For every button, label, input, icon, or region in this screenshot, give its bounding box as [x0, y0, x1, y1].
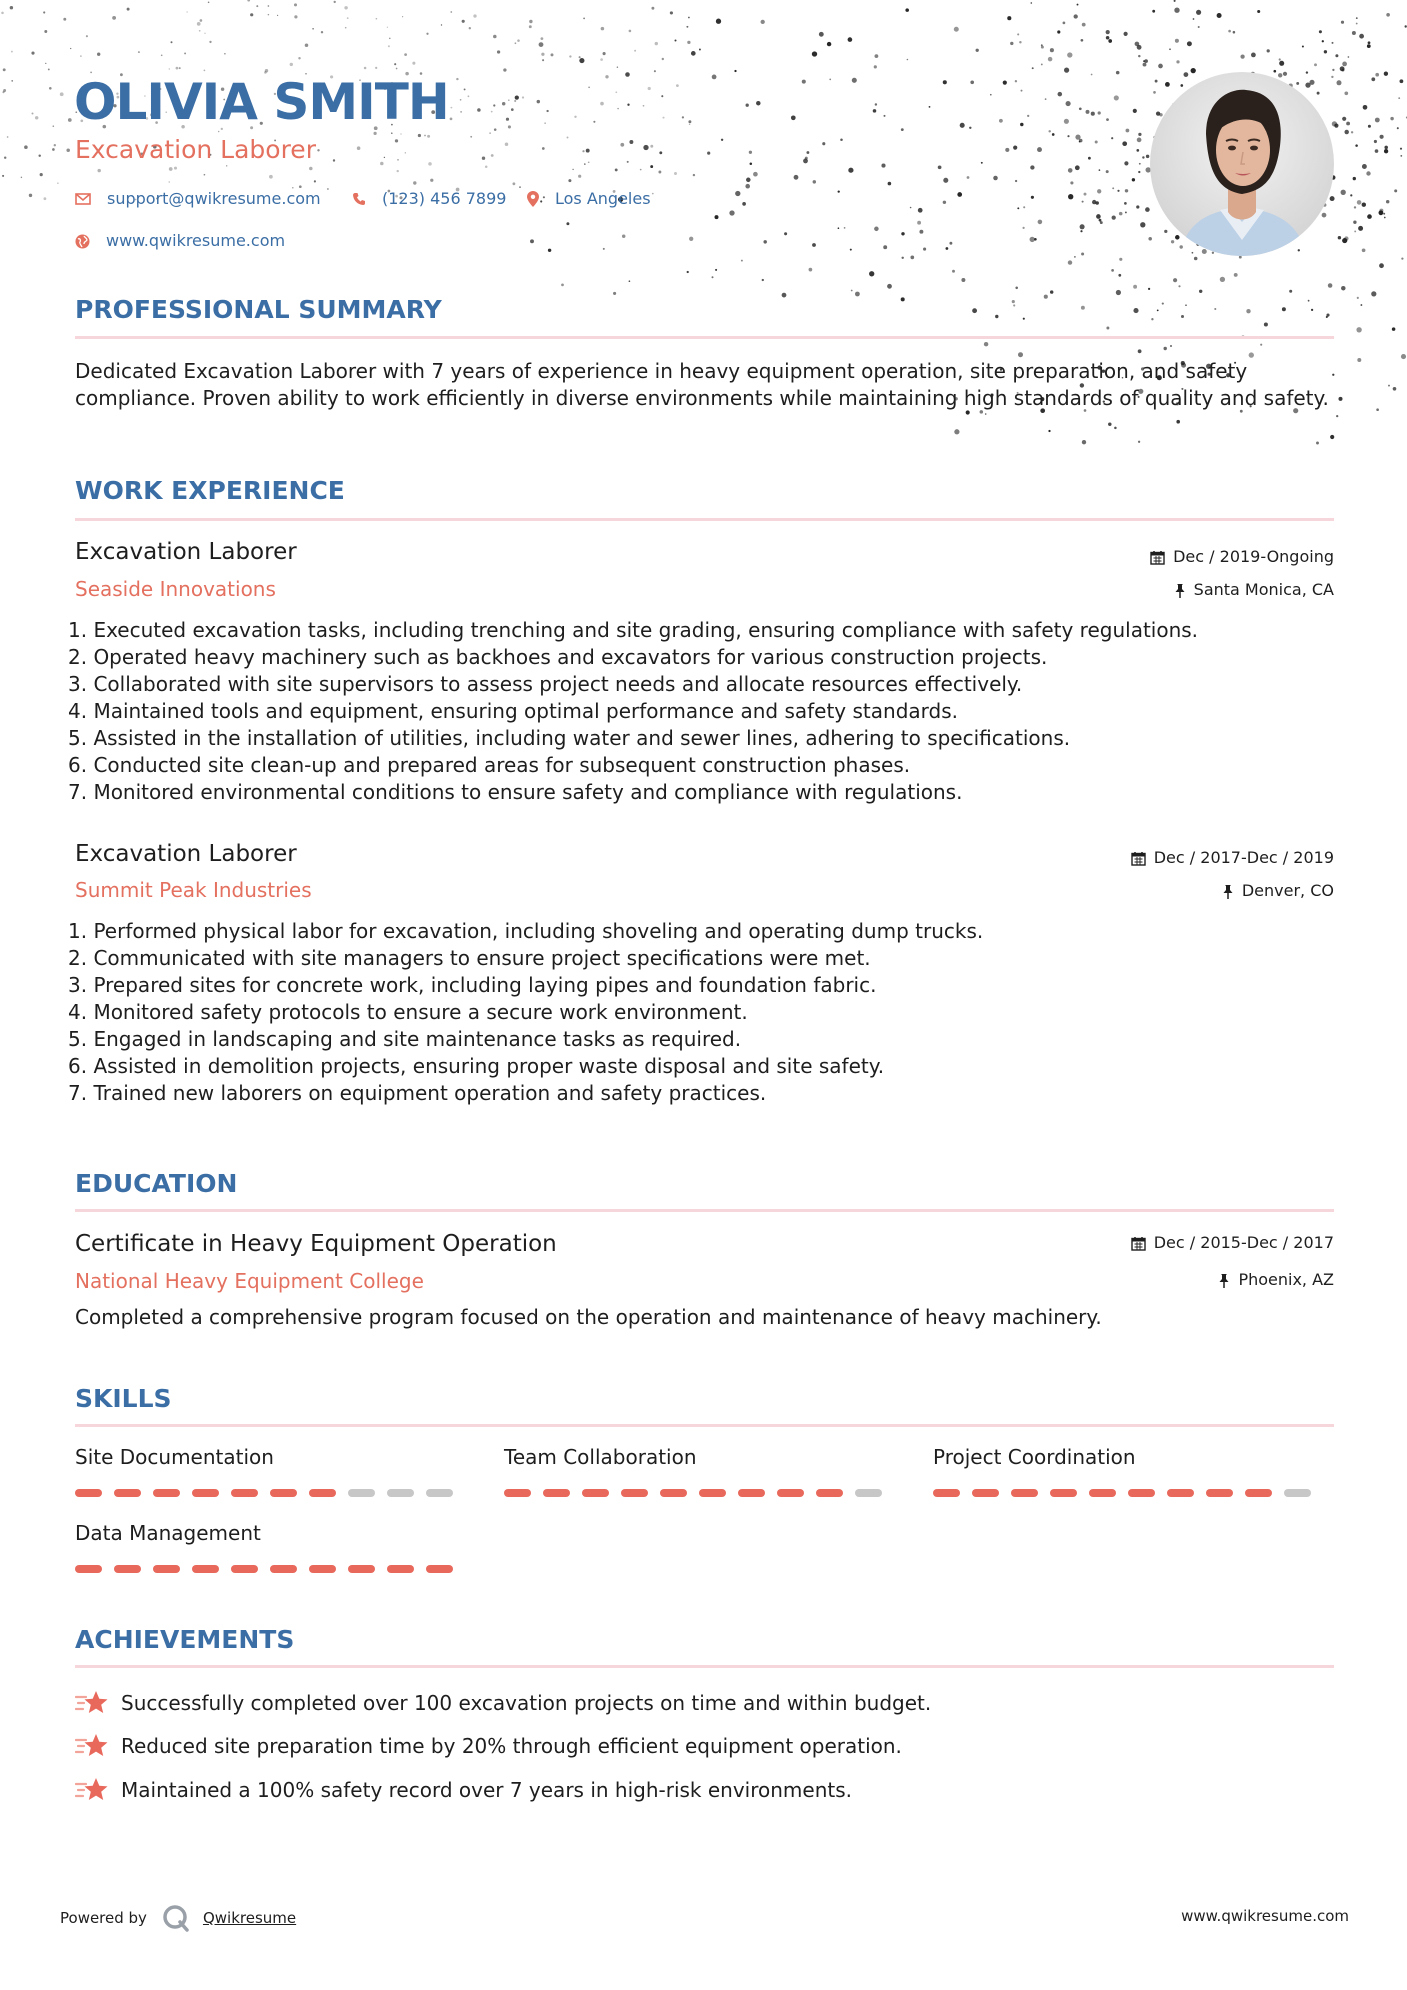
- phone-icon: [352, 192, 366, 206]
- location-contact: [527, 188, 651, 210]
- phone-text: (123) 456 7899: [382, 189, 507, 208]
- list-item: 6. Assisted in demolition projects, ensuring proper waste disposal and site safety.: [68, 1054, 885, 1078]
- list-item: 3. Prepared sites for concrete work, including laying pipes and foundation fabric.: [68, 973, 877, 997]
- skill-level-segment: [270, 1489, 297, 1497]
- skill-level-segment: [114, 1489, 141, 1497]
- achievement-item: [75, 1688, 931, 1718]
- powered-by: [60, 1903, 296, 1933]
- job-date: [1131, 847, 1334, 869]
- skill-level-segment: [543, 1489, 570, 1497]
- skill-level-segment: [816, 1489, 843, 1497]
- job-location-text: Denver, CO: [1241, 881, 1334, 900]
- skill-level-segment: [309, 1565, 336, 1573]
- list-item: 4. Maintained tools and equipment, ensuring optimal performance and safety standards.: [68, 699, 958, 723]
- list-item: 1. Performed physical labor for excavation, including shoveling and operating dump trucks.: [68, 919, 984, 943]
- skill-level-bar: [75, 1565, 453, 1573]
- pin-icon: [1174, 583, 1186, 598]
- skill-name: Team Collaboration: [504, 1445, 697, 1469]
- achievement-text: Successfully completed over 100 excavation projects on time and within budget.: [121, 1691, 932, 1715]
- degree-title: Certificate in Heavy Equipment Operation: [75, 1231, 557, 1257]
- website-text: www.qwikresume.com: [106, 231, 286, 250]
- skill-level-segment: [348, 1565, 375, 1573]
- section-divider: [75, 1209, 1334, 1212]
- skill-level-segment: [1128, 1489, 1155, 1497]
- skill-level-segment: [699, 1489, 726, 1497]
- skill-item: [504, 1443, 882, 1497]
- skill-level-segment: [738, 1489, 765, 1497]
- location-text: Los Angeles: [555, 189, 651, 208]
- globe-icon: [75, 234, 90, 249]
- skill-level-bar: [75, 1489, 453, 1497]
- company-name: Seaside Innovations: [75, 577, 276, 601]
- calendar-icon: [1131, 851, 1146, 866]
- list-item: 3. Collaborated with site supervisors to assess project needs and allocate resources effectively.: [68, 672, 1023, 696]
- list-item: 7. Monitored environmental conditions to ensure safety and compliance with regulations.: [68, 780, 963, 804]
- education-description: Completed a comprehensive program focused on the operation and maintenance of heavy machinery.: [75, 1305, 1102, 1329]
- summary-heading: PROFESSIONAL SUMMARY: [75, 295, 442, 324]
- skill-level-segment: [1089, 1489, 1116, 1497]
- experience-heading: WORK EXPERIENCE: [75, 476, 345, 505]
- achievement-item: [75, 1775, 852, 1805]
- pin-icon: [1218, 1273, 1230, 1288]
- section-divider: [75, 336, 1334, 339]
- email-text: support@qwikresume.com: [107, 189, 321, 208]
- job-date-text: Dec / 2017-Dec / 2019: [1153, 848, 1334, 867]
- powered-by-label: Powered by: [60, 1909, 147, 1927]
- phone-contact[interactable]: [352, 188, 506, 210]
- skill-level-segment: [387, 1565, 414, 1573]
- achievement-text: Reduced site preparation time by 20% through efficient equipment operation.: [121, 1734, 902, 1758]
- skill-level-segment: [192, 1489, 219, 1497]
- email-contact[interactable]: [75, 188, 321, 210]
- calendar-icon: [1131, 1236, 1146, 1251]
- profile-photo: [1150, 72, 1334, 256]
- skill-level-segment: [504, 1489, 531, 1497]
- job-location: [1222, 880, 1334, 902]
- education-date-text: Dec / 2015-Dec / 2017: [1153, 1233, 1334, 1252]
- achievement-item: [75, 1731, 902, 1761]
- section-divider: [75, 1665, 1334, 1668]
- skill-level-segment: [1050, 1489, 1077, 1497]
- star-icon: [75, 1688, 109, 1718]
- skill-level-segment: [1284, 1489, 1311, 1497]
- skill-item: [75, 1519, 453, 1573]
- skill-level-segment: [114, 1565, 141, 1573]
- skill-level-segment: [309, 1489, 336, 1497]
- skill-level-bar: [933, 1489, 1311, 1497]
- skill-level-segment: [660, 1489, 687, 1497]
- qwikresume-logo-icon: [161, 1903, 191, 1933]
- skill-level-segment: [270, 1565, 297, 1573]
- skill-name: Data Management: [75, 1521, 261, 1545]
- footer-website[interactable]: www.qwikresume.com: [1181, 1907, 1349, 1925]
- job-title: Excavation Laborer: [75, 539, 297, 565]
- skill-level-segment: [933, 1489, 960, 1497]
- pin-icon: [1222, 884, 1234, 899]
- skill-level-segment: [1167, 1489, 1194, 1497]
- education-location-text: Phoenix, AZ: [1238, 1270, 1334, 1289]
- skill-level-segment: [855, 1489, 882, 1497]
- section-divider: [75, 518, 1334, 521]
- skill-item: [75, 1443, 453, 1497]
- education-location: [1218, 1269, 1334, 1291]
- job-date-text: Dec / 2019-Ongoing: [1173, 547, 1334, 566]
- skill-level-bar: [504, 1489, 882, 1497]
- website-contact[interactable]: [75, 230, 285, 252]
- envelope-icon: [75, 192, 91, 206]
- calendar-icon: [1150, 550, 1165, 565]
- map-marker-icon: [527, 191, 539, 207]
- skills-heading: SKILLS: [75, 1384, 172, 1413]
- list-item: 2. Communicated with site managers to ensure project specifications were met.: [68, 946, 871, 970]
- skill-level-segment: [1011, 1489, 1038, 1497]
- job-bullets: [68, 617, 1334, 806]
- achievement-text: Maintained a 100% safety record over 7 years in high-risk environments.: [121, 1778, 853, 1802]
- achievements-heading: ACHIEVEMENTS: [75, 1625, 295, 1654]
- list-item: 2. Operated heavy machinery such as backhoes and excavators for various construction projects.: [68, 645, 1048, 669]
- skill-name: Project Coordination: [933, 1445, 1136, 1469]
- skill-level-segment: [153, 1565, 180, 1573]
- summary-text: Dedicated Excavation Laborer with 7 years of experience in heavy equipment operation, site preparation, and safety compliance. Proven ability to work efficiently in diverse environments while maintaining high standards of quality and safety.: [75, 359, 1329, 410]
- skill-level-segment: [1206, 1489, 1233, 1497]
- school-name: National Heavy Equipment College: [75, 1269, 424, 1293]
- brand-link[interactable]: Qwikresume: [202, 1909, 297, 1927]
- job-title: Excavation Laborer: [75, 841, 297, 867]
- section-divider: [75, 1424, 1334, 1427]
- skill-level-segment: [231, 1489, 258, 1497]
- job-date: [1150, 546, 1334, 568]
- skill-level-segment: [582, 1489, 609, 1497]
- education-heading: EDUCATION: [75, 1169, 238, 1198]
- list-item: 7. Trained new laborers on equipment operation and safety practices.: [68, 1081, 767, 1105]
- skill-level-segment: [75, 1565, 102, 1573]
- skill-level-segment: [426, 1565, 453, 1573]
- list-item: 6. Conducted site clean-up and prepared areas for subsequent construction phases.: [68, 753, 911, 777]
- skill-level-segment: [777, 1489, 804, 1497]
- skill-level-segment: [153, 1489, 180, 1497]
- skill-level-segment: [192, 1565, 219, 1573]
- skill-level-segment: [426, 1489, 453, 1497]
- job-location: [1174, 579, 1334, 601]
- list-item: 5. Engaged in landscaping and site maintenance tasks as required.: [68, 1027, 742, 1051]
- candidate-name: OLIVIA SMITH: [74, 73, 449, 131]
- company-name: Summit Peak Industries: [75, 878, 312, 902]
- skill-name: Site Documentation: [75, 1445, 274, 1469]
- skill-level-segment: [1245, 1489, 1272, 1497]
- list-item: 4. Monitored safety protocols to ensure a secure work environment.: [68, 1000, 748, 1024]
- skill-level-segment: [972, 1489, 999, 1497]
- star-icon: [75, 1775, 109, 1805]
- skill-level-segment: [348, 1489, 375, 1497]
- list-item: 5. Assisted in the installation of utilities, including water and sewer lines, adhering to specifications.: [68, 726, 1071, 750]
- star-icon: [75, 1731, 109, 1761]
- skill-level-segment: [387, 1489, 414, 1497]
- skill-level-segment: [621, 1489, 648, 1497]
- skill-level-segment: [231, 1565, 258, 1573]
- skill-level-segment: [75, 1489, 102, 1497]
- job-location-text: Santa Monica, CA: [1193, 580, 1334, 599]
- list-item: 1. Executed excavation tasks, including trenching and site grading, ensuring compliance with safety regulations.: [68, 618, 1199, 642]
- candidate-role: Excavation Laborer: [75, 135, 316, 164]
- education-date: [1131, 1232, 1334, 1254]
- job-bullets: [68, 918, 1334, 1107]
- skill-item: [933, 1443, 1311, 1497]
